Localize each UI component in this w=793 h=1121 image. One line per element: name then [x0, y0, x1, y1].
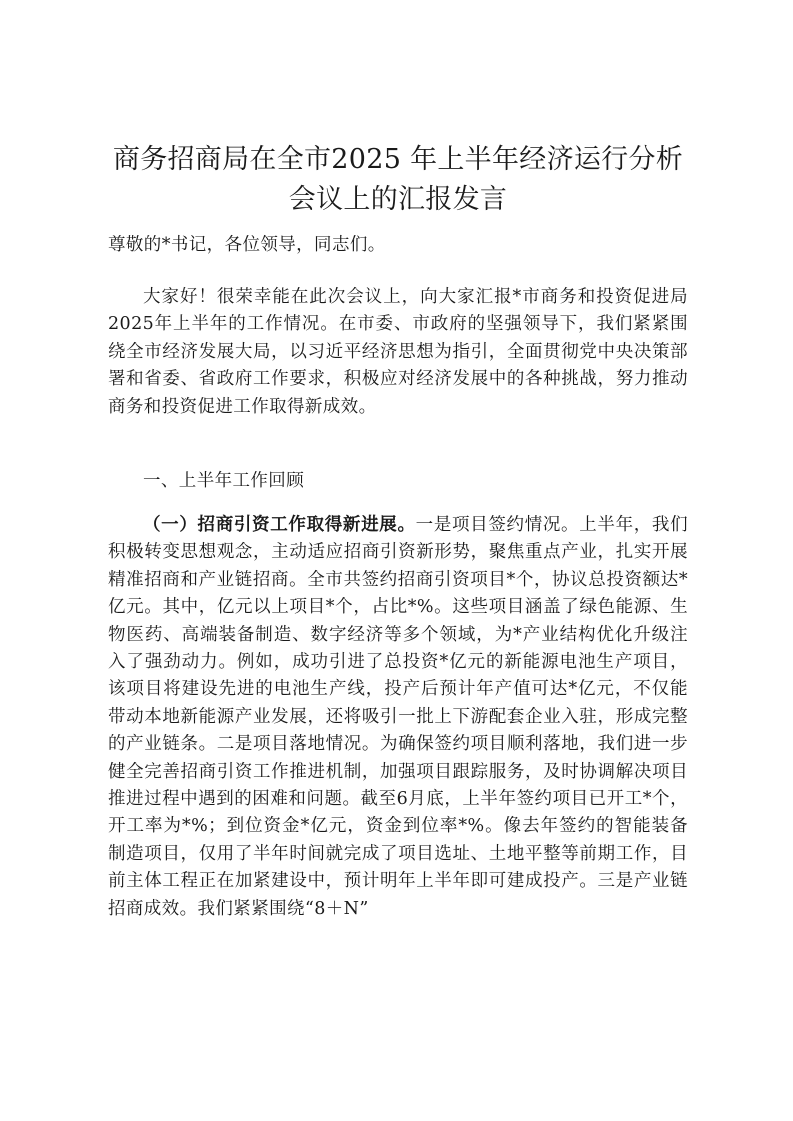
investment-paragraph: [108, 512, 688, 923]
section-heading-work-review: 一、上半年工作回顾: [143, 471, 305, 491]
subsection-body-investment: 一是项目签约情况。上半年，我们积极转变思想观念，主动适应招商引资新形势，聚焦重点产业，扎实开展精准招商和产业链招商。全市共签约招商引资项目*个，协议总投资额达*亿元。其中，亿元以上项目*个，占比*%。这些项目涵盖了绿色能源、生物医药、高端装备制造、数字经济等多个领域，为*产业结构优化升级注入了强劲动力。例如，成功引进了总投资*亿元的新能源电池生产项目，该项目将建设先进的电池生产线，投产后预计年产值可达*亿元，不仅能带动本地新能源产业发展，还将吸引一批上下游配套企业入驻，形成完整的产业链条。二是项目落地情况。为确保签约项目顺利落地，我们进一步健全完善招商引资工作推进机制，加强项目跟踪服务，及时协调解决项目推进过程中遇到的困难和问题。截至6月底，上半年签约项目已开工*个，开工率为*%；到位资金*亿元，资金到位率*%。像去年签约的智能装备制造项目，仅用了半年时间就完成了项目选址、土地平整等前期工作，目前主体工程正在加紧建设中，预计明年上半年即可建成投产。三是产业链招商成效。我们紧紧围绕“8＋N”: [108, 515, 689, 919]
intro-paragraph: 大家好！很荣幸能在此次会议上，向大家汇报*市商务和投资促进局2025年上半年的工作情况。在市委、市政府的坚强领导下，我们紧紧围绕全市经济发展大局，以习近平经济思想为指引，全面贯彻党中央决策部署和省委、省政府工作要求，积极应对经济发展中的各种挑战，努力推动商务和投资促进工作取得新成效。: [108, 287, 688, 417]
salutation: 尊敬的*书记，各位领导，同志们。: [108, 235, 386, 255]
subsection-heading-investment: （一）招商引资工作取得新进展。: [143, 515, 416, 535]
document-title: 商务招商局在全市2025 年上半年经济运行分析会议上的汇报发言: [112, 144, 684, 215]
